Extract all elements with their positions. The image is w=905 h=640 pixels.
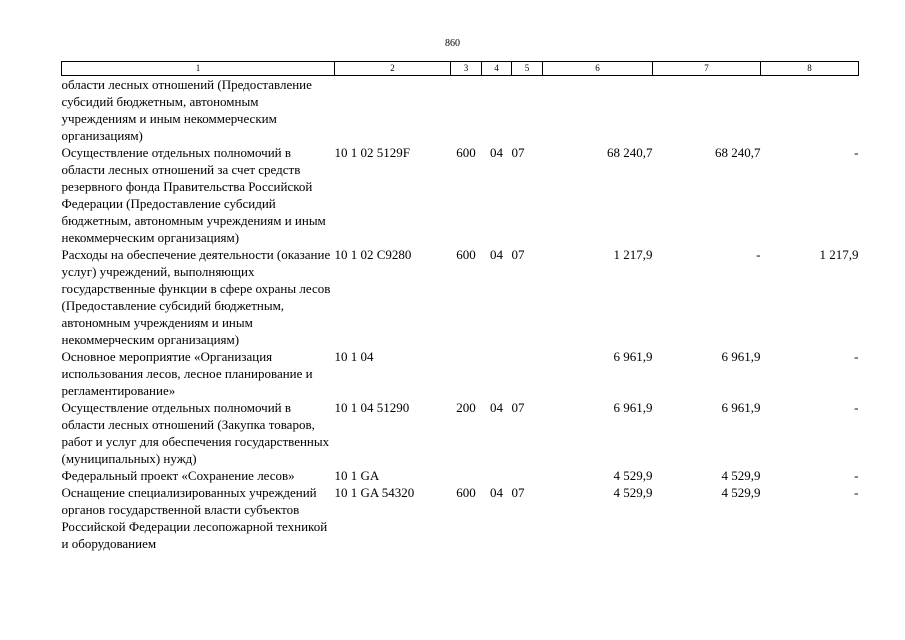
row-rz: 04 xyxy=(490,400,503,415)
header-col-4: 4 xyxy=(482,62,512,76)
header-col-8: 8 xyxy=(761,62,859,76)
row-rz xyxy=(482,348,512,399)
row-pr: 07 xyxy=(511,485,525,500)
table-row xyxy=(62,484,859,552)
row-total: 68 240,7 xyxy=(607,145,653,160)
row-total: 1 217,9 xyxy=(613,247,653,262)
row-rz: 04 xyxy=(490,485,503,500)
row-pr xyxy=(512,76,543,145)
row-rz: 04 xyxy=(490,145,503,160)
row-name: Оснащение специализированных учреждений органов государственной власти субъектов Российской Федерации лесопожарной техникой и оборудованием xyxy=(61,485,328,551)
row-code: 10 1 04 xyxy=(334,349,374,364)
row-regional: - xyxy=(854,349,859,364)
page-number: 860 xyxy=(445,38,460,49)
header-col-7: 7 xyxy=(653,62,761,76)
row-federal: 4 529,9 xyxy=(721,468,761,483)
row-rz xyxy=(482,76,512,145)
row-name: Осуществление отдельных полномочий в области лесных отношений (Закупка товаров, работ и услуг для обеспечения государственных (муниципальных) нужд) xyxy=(61,400,330,466)
row-name: Расходы на обеспечение деятельности (оказание услуг) учреждений, выполняющих государственные функции в сфере охраны лесов (Предоставление субсидий бюджетным, автономным учреждениям и иным некоммерческим организациям) xyxy=(61,247,331,347)
row-vr: 600 xyxy=(456,485,476,500)
row-regional: 1 217,9 xyxy=(819,247,859,262)
table-row xyxy=(62,144,859,246)
row-code: 10 1 04 51290 xyxy=(334,400,410,415)
row-code xyxy=(335,76,451,145)
row-vr xyxy=(451,467,482,484)
row-code: 10 1 02 5129F xyxy=(334,145,410,160)
row-regional: - xyxy=(854,145,859,160)
row-federal: 6 961,9 xyxy=(721,400,761,415)
table-row xyxy=(62,246,859,348)
row-name: области лесных отношений (Предоставление субсидий бюджетным, автономным учреждениям и иным некоммерческим организациям) xyxy=(61,77,312,143)
row-code: 10 1 GA 54320 xyxy=(334,485,415,500)
row-federal: - xyxy=(756,247,761,262)
table-row xyxy=(62,399,859,467)
row-federal: 4 529,9 xyxy=(721,485,761,500)
budget-table xyxy=(61,61,859,552)
row-vr: 600 xyxy=(456,247,476,262)
header-col-3: 3 xyxy=(451,62,482,76)
row-pr: 07 xyxy=(511,400,525,415)
row-pr: 07 xyxy=(511,247,525,262)
table-row xyxy=(62,467,859,484)
row-federal: 6 961,9 xyxy=(721,349,761,364)
row-rz: 04 xyxy=(490,247,503,262)
row-vr xyxy=(451,76,482,145)
row-total: 6 961,9 xyxy=(613,349,653,364)
row-pr: 07 xyxy=(511,145,525,160)
row-code: 10 1 GA xyxy=(334,468,380,483)
row-total xyxy=(543,76,653,145)
row-vr: 200 xyxy=(456,400,476,415)
table-row xyxy=(62,348,859,399)
header-col-1: 1 xyxy=(62,62,335,76)
row-regional: - xyxy=(854,400,859,415)
row-vr xyxy=(451,348,482,399)
row-total: 4 529,9 xyxy=(613,468,653,483)
header-col-2: 2 xyxy=(335,62,451,76)
row-name: Федеральный проект «Сохранение лесов» xyxy=(61,468,295,483)
row-regional: - xyxy=(854,485,859,500)
row-total: 6 961,9 xyxy=(613,400,653,415)
row-federal: 68 240,7 xyxy=(715,145,761,160)
row-pr xyxy=(512,467,543,484)
table-row xyxy=(62,76,859,145)
row-pr xyxy=(512,348,543,399)
row-regional: - xyxy=(854,468,859,483)
row-rz xyxy=(482,467,512,484)
row-name: Осуществление отдельных полномочий в области лесных отношений за счет средств резервного фонда Правительства Российской Федерации (Предоставление субсидий бюджетным, автономным учреждениям и иным некоммерческим организациям) xyxy=(61,145,326,245)
table-header-row xyxy=(62,62,859,76)
header-col-5: 5 xyxy=(512,62,543,76)
row-regional xyxy=(761,76,859,145)
row-total: 4 529,9 xyxy=(613,485,653,500)
row-vr: 600 xyxy=(456,145,476,160)
row-name: Основное мероприятие «Организация использования лесов, лесное планирование и регламентирование» xyxy=(61,349,313,398)
row-code: 10 1 02 C9280 xyxy=(334,247,412,262)
row-federal xyxy=(653,76,761,145)
header-col-6: 6 xyxy=(543,62,653,76)
